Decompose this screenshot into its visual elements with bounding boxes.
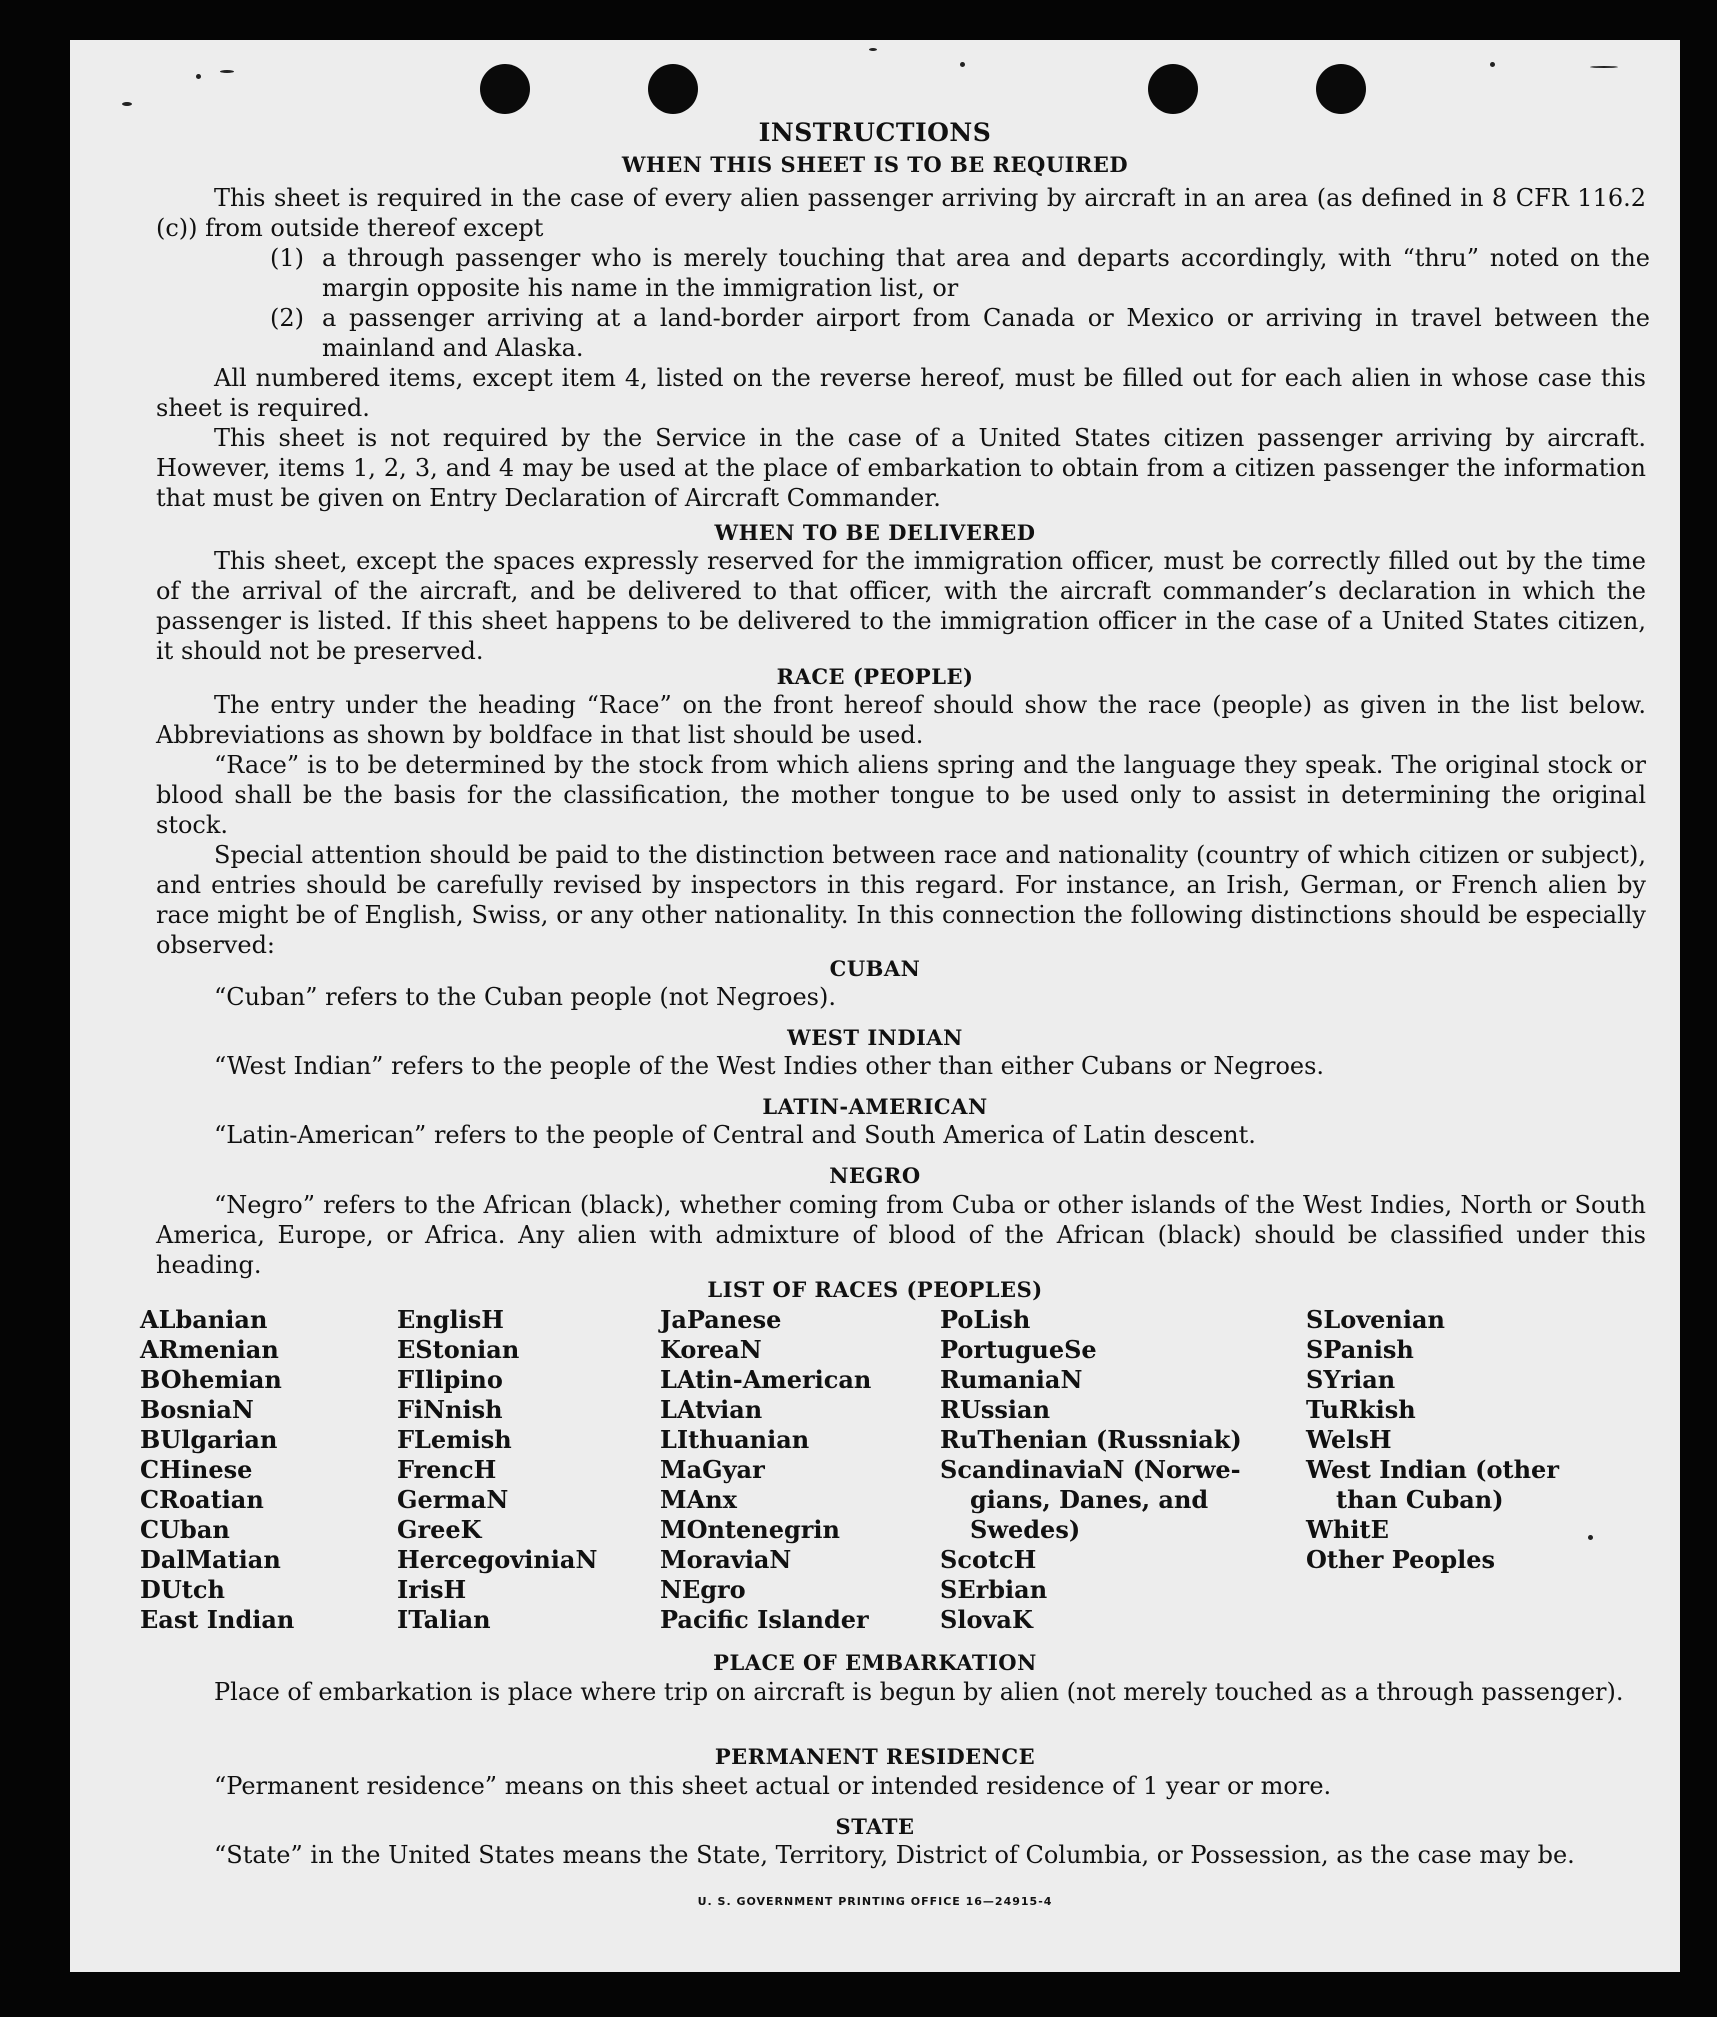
race-paragraph-1: The entry under the heading “Race” on the front hereof should show the race (people) as given in the list below. Abbreviations as shown by boldface in that list should be used. (156, 691, 1646, 749)
race-column-3 (660, 1305, 871, 1635)
heading-permanent-residence: PERMANENT RESIDENCE (714, 1744, 1036, 1769)
race-entry: NEgro (660, 1575, 746, 1604)
required-paragraph-2: All numbered items, except item 4, listed on the reverse hereof, must be filled out for each alien in whose case this sheet is required. (156, 364, 1646, 422)
page-title: INSTRUCTIONS (758, 118, 992, 147)
delivered-text: This sheet, except the spaces expressly reserved for the immigration officer, must be correctly filled out by the time of the arrival of the aircraft, and be delivered to that officer, with the aircraft commander’s declaration in which the passenger is listed. If this sheet happens to be delivered to the immigration officer in the case of a United States citizen, it should not be preserved. (156, 547, 1646, 665)
race-entry: HercegoviniaN (397, 1545, 598, 1574)
heading-cuban: CUBAN (829, 956, 921, 981)
race-entry: RumaniaN (940, 1365, 1083, 1394)
document-sheet (70, 40, 1680, 1972)
race-entry: CUban (140, 1515, 230, 1544)
race-entry: RUssian (940, 1395, 1051, 1424)
cuban-text: “Cuban” refers to the Cuban people (not Negroes). (214, 983, 836, 1011)
required-paragraph-3: This sheet is not required by the Service in the case of a United States citizen passenger arriving by aircraft. However, items 1, 2, 3, and 4 may be used at the place of embarkation to obtain from a citizen passenger the information that must be given on Entry Declaration of Aircraft Commander. (156, 424, 1646, 512)
race-entry: SlovaK (940, 1605, 1033, 1634)
race-entry: KoreaN (660, 1335, 762, 1364)
race-entry: ScotcH (940, 1545, 1037, 1574)
race-entry: LAtin-American (660, 1365, 872, 1394)
race-entry: ARmenian (140, 1335, 279, 1364)
state-text: “State” in the United States means the State, Territory, District of Columbia, or Possession, as the case may be. (214, 1841, 1575, 1869)
race-entry: BosniaN (140, 1395, 254, 1424)
race-entry: CRoatian (140, 1485, 264, 1514)
race-entry: MOntenegrin (660, 1515, 840, 1544)
race-entry: LAtvian (660, 1395, 763, 1424)
heading-race: RACE (PEOPLE) (776, 664, 974, 689)
heading-when-required: WHEN THIS SHEET IS TO BE REQUIRED (621, 152, 1129, 177)
heading-west-indian: WEST INDIAN (787, 1025, 963, 1050)
race-entry: FLemish (397, 1425, 512, 1454)
race-entry: BOhemian (140, 1365, 282, 1394)
race-entry: EStonian (397, 1335, 520, 1364)
latin-american-text: “Latin-American” refers to the people of Central and South America of Latin descent. (214, 1121, 1256, 1149)
embarkation-text: Place of embarkation is place where trip on aircraft is begun by alien (not merely touched as a through passenger). (214, 1678, 1624, 1706)
race-entry: ScandinaviaN (Norwe- (940, 1455, 1241, 1484)
race-entry: ALbanian (140, 1305, 268, 1334)
race-entry: MoraviaN (660, 1545, 792, 1574)
heading-list-of-races: LIST OF RACES (PEOPLES) (707, 1277, 1043, 1302)
race-entry: SYrian (1306, 1365, 1396, 1394)
race-entry: WhitE (1306, 1515, 1389, 1544)
race-entry: DalMatian (140, 1545, 281, 1574)
race-entry: than Cuban) (1336, 1485, 1504, 1514)
residence-text: “Permanent residence” means on this sheet actual or intended residence of 1 year or more. (214, 1772, 1332, 1800)
race-paragraph-3: Special attention should be paid to the distinction between race and nationality (country of which citizen or subject), and entries should be carefully revised by inspectors in this regard. For instance, an Irish, German, or French alien by race might be of English, Swiss, or any other nationality. In this connection the following distinctions should be especially observed: (156, 841, 1646, 959)
race-entry: TuRkish (1306, 1395, 1416, 1424)
race-entry: Swedes) (970, 1515, 1081, 1544)
race-entry: FIlipino (397, 1365, 503, 1394)
race-paragraph-2: “Race” is to be determined by the stock from which aliens spring and the language they speak. The original stock or blood shall be the basis for the classification, the mother tongue to be used only to assist in determining the original stock. (156, 751, 1646, 839)
race-entry: ITalian (397, 1605, 491, 1634)
race-entry: GreeK (397, 1515, 482, 1544)
race-entry: BUlgarian (140, 1425, 278, 1454)
race-entry: SLovenian (1306, 1305, 1445, 1334)
race-entry: DUtch (140, 1575, 225, 1604)
race-column-5 (1306, 1305, 1559, 1575)
heading-state: STATE (835, 1814, 915, 1839)
race-entry: RuThenian (Russniak) (940, 1425, 1242, 1454)
race-entry: WelsH (1306, 1425, 1392, 1454)
race-entry: SPanish (1306, 1335, 1414, 1364)
race-entry: CHinese (140, 1455, 253, 1484)
race-entry: East Indian (140, 1605, 295, 1634)
race-entry: LIthuanian (660, 1425, 810, 1454)
race-entry: FiNnish (397, 1395, 503, 1424)
required-intro: This sheet is required in the case of every alien passenger arriving by aircraft in an area (as defined in 8 CFR 116.2 (c)) from outside thereof except (156, 184, 1646, 242)
race-entry: Other Peoples (1306, 1545, 1496, 1574)
race-entry: gians, Danes, and (970, 1485, 1209, 1514)
race-entry: EnglisH (397, 1305, 504, 1334)
race-entry: GermaN (397, 1485, 509, 1514)
required-item-2: (2) a passenger arriving at a land-border airport from Canada or Mexico or arriving in travel between the mainland and Alaska. (270, 304, 1650, 362)
heading-place-of-embarkation: PLACE OF EMBARKATION (713, 1650, 1037, 1675)
race-entry: MAnx (660, 1485, 737, 1514)
race-entry: IrisH (397, 1575, 467, 1604)
heading-when-delivered: WHEN TO BE DELIVERED (714, 520, 1036, 545)
printer-imprint: U. S. GOVERNMENT PRINTING OFFICE 16—24915-4 (697, 1895, 1053, 1908)
required-item-1: (1) a through passenger who is merely touching that area and departs accordingly, with “thru” noted on the margin opposite his name in the immigration list, or (270, 244, 1650, 302)
heading-negro: NEGRO (829, 1163, 921, 1188)
race-entry: FrencH (397, 1455, 497, 1484)
race-entry: MaGyar (660, 1455, 765, 1484)
race-column-4 (940, 1305, 1242, 1635)
race-entry: West Indian (other (1306, 1455, 1559, 1484)
heading-latin-american: LATIN-AMERICAN (762, 1094, 988, 1119)
race-entry: PortugueSe (940, 1335, 1097, 1364)
race-column-1 (140, 1305, 294, 1635)
race-entry: SErbian (940, 1575, 1048, 1604)
race-entry: PoLish (940, 1305, 1031, 1334)
negro-text: “Negro” refers to the African (black), whether coming from Cuba or other islands of the West Indies, North or South America, Europe, or Africa. Any alien with admixture of blood of the African (black) should be classified under this heading. (156, 1191, 1646, 1279)
race-entry: Pacific Islander (660, 1605, 869, 1634)
race-entry: JaPanese (660, 1305, 782, 1334)
west-indian-text: “West Indian” refers to the people of the West Indies other than either Cubans or Negroes. (214, 1052, 1325, 1080)
race-column-2 (397, 1305, 597, 1635)
